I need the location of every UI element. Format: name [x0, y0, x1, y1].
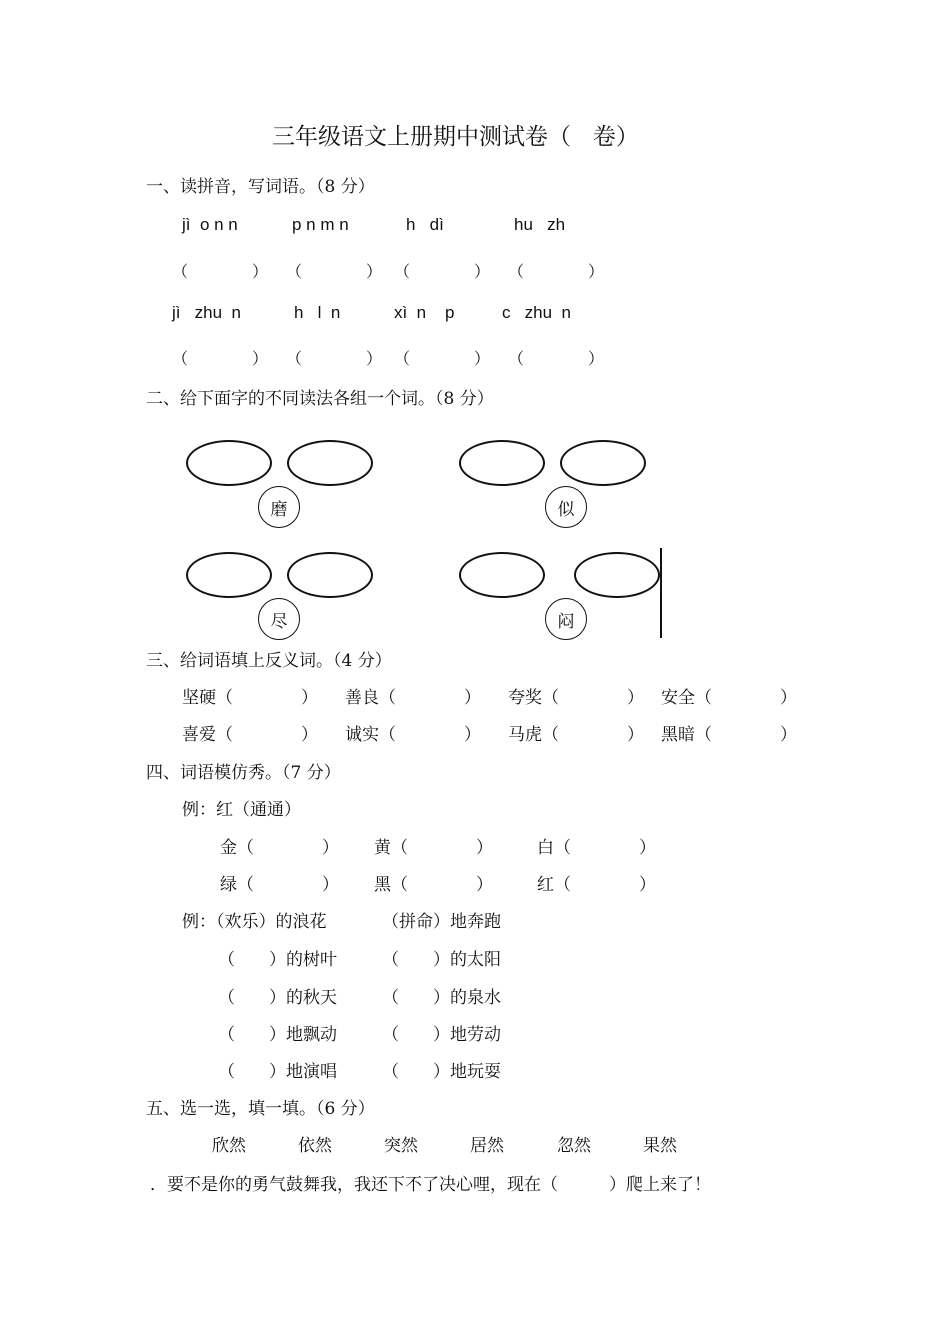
antonym-item[interactable]: 喜爱（ ） [182, 725, 318, 745]
phrase-item[interactable]: （ ）地玩耍 [382, 1062, 501, 1082]
antonym-item[interactable]: 马虎（ ） [508, 725, 644, 745]
pinyin-6: h l n [294, 303, 341, 322]
answer-blank[interactable]: （ ） [508, 262, 605, 281]
imitate-item[interactable]: 金（ ） [220, 838, 339, 858]
page-title: 三年级语文上册期中测试卷（ 卷） [272, 124, 639, 150]
pinyin-7: xì n p [394, 303, 455, 322]
antonym-item[interactable]: 夸奖（ ） [508, 688, 644, 708]
pinyin-3: h dì [406, 215, 444, 234]
phrase-item[interactable]: （ ）的秋天 [218, 988, 337, 1008]
char-circle: 尽 [258, 598, 300, 640]
imitate-item[interactable]: 红（ ） [537, 875, 656, 895]
imitate-item[interactable]: 白（ ） [537, 838, 656, 858]
answer-oval[interactable] [186, 552, 272, 598]
phrase-item[interactable]: （ ）地演唱 [218, 1062, 337, 1082]
antonym-item[interactable]: 善良（ ） [345, 688, 481, 708]
section-2-heading: 二、给下面字的不同读法各组一个词。（8 分） [146, 389, 494, 409]
answer-oval[interactable] [459, 440, 545, 486]
answer-blank[interactable]: （ ） [508, 349, 605, 368]
word-choice: 欣然 [212, 1136, 246, 1156]
answer-blank[interactable]: （ ） [394, 349, 491, 368]
section-4-heading: 四、词语模仿秀。（7 分） [146, 763, 341, 783]
answer-oval[interactable] [459, 552, 545, 598]
answer-oval[interactable] [186, 440, 272, 486]
word-choice: 居然 [470, 1136, 504, 1156]
phrase-item[interactable]: （ ）的树叶 [218, 950, 337, 970]
example-1: 例：红（通通） [182, 800, 301, 820]
answer-blank[interactable]: （ ） [172, 349, 269, 368]
char-circle: 闷 [545, 598, 587, 640]
word-choice: 忽然 [557, 1136, 591, 1156]
example-2a: 例：（欢乐）的浪花 [182, 912, 327, 932]
imitate-item[interactable]: 黑（ ） [374, 875, 493, 895]
pinyin-8: c zhu n [502, 303, 571, 322]
phrase-item[interactable]: （ ）的泉水 [382, 988, 501, 1008]
answer-blank[interactable]: （ ） [394, 262, 491, 281]
phrase-item[interactable]: （ ）地飘动 [218, 1025, 337, 1045]
word-choice: 突然 [384, 1136, 418, 1156]
imitate-item[interactable]: 黄（ ） [374, 838, 493, 858]
example-2b: （拼命）地奔跑 [382, 912, 501, 932]
section-3-heading: 三、给词语填上反义词。（4 分） [146, 651, 392, 671]
word-choice: 果然 [643, 1136, 677, 1156]
phrase-item[interactable]: （ ）的太阳 [382, 950, 501, 970]
answer-blank[interactable]: （ ） [286, 262, 383, 281]
imitate-item[interactable]: 绿（ ） [220, 875, 339, 895]
char-circle: 磨 [258, 486, 300, 528]
antonym-item[interactable]: 坚硬（ ） [182, 688, 318, 708]
char-circle: 似 [545, 486, 587, 528]
answer-oval[interactable] [560, 440, 646, 486]
answer-oval[interactable] [287, 440, 373, 486]
word-choice: 依然 [298, 1136, 332, 1156]
section-5-heading: 五、选一选，填一填。（6 分） [146, 1099, 375, 1119]
phrase-item[interactable]: （ ）地劳动 [382, 1025, 501, 1045]
pinyin-1: jì o n n [182, 215, 238, 234]
fill-sentence[interactable]: ．要不是你的勇气鼓舞我，我还下不了决心哩，现在（ ）爬上来了！ [150, 1175, 711, 1195]
pinyin-4: hu zh [514, 215, 566, 234]
answer-blank[interactable]: （ ） [286, 349, 383, 368]
pinyin-2: p n m n [292, 215, 349, 234]
antonym-item[interactable]: 安全（ ） [661, 688, 797, 708]
answer-oval[interactable] [287, 552, 373, 598]
answer-blank[interactable]: （ ） [172, 262, 269, 281]
antonym-item[interactable]: 黑暗（ ） [661, 725, 797, 745]
antonym-item[interactable]: 诚实（ ） [345, 725, 481, 745]
pinyin-5: jì zhu n [172, 303, 241, 322]
section-1-heading: 一、读拼音，写词语。（8 分） [146, 177, 375, 197]
vertical-rule [660, 548, 662, 638]
answer-oval[interactable] [574, 552, 660, 598]
